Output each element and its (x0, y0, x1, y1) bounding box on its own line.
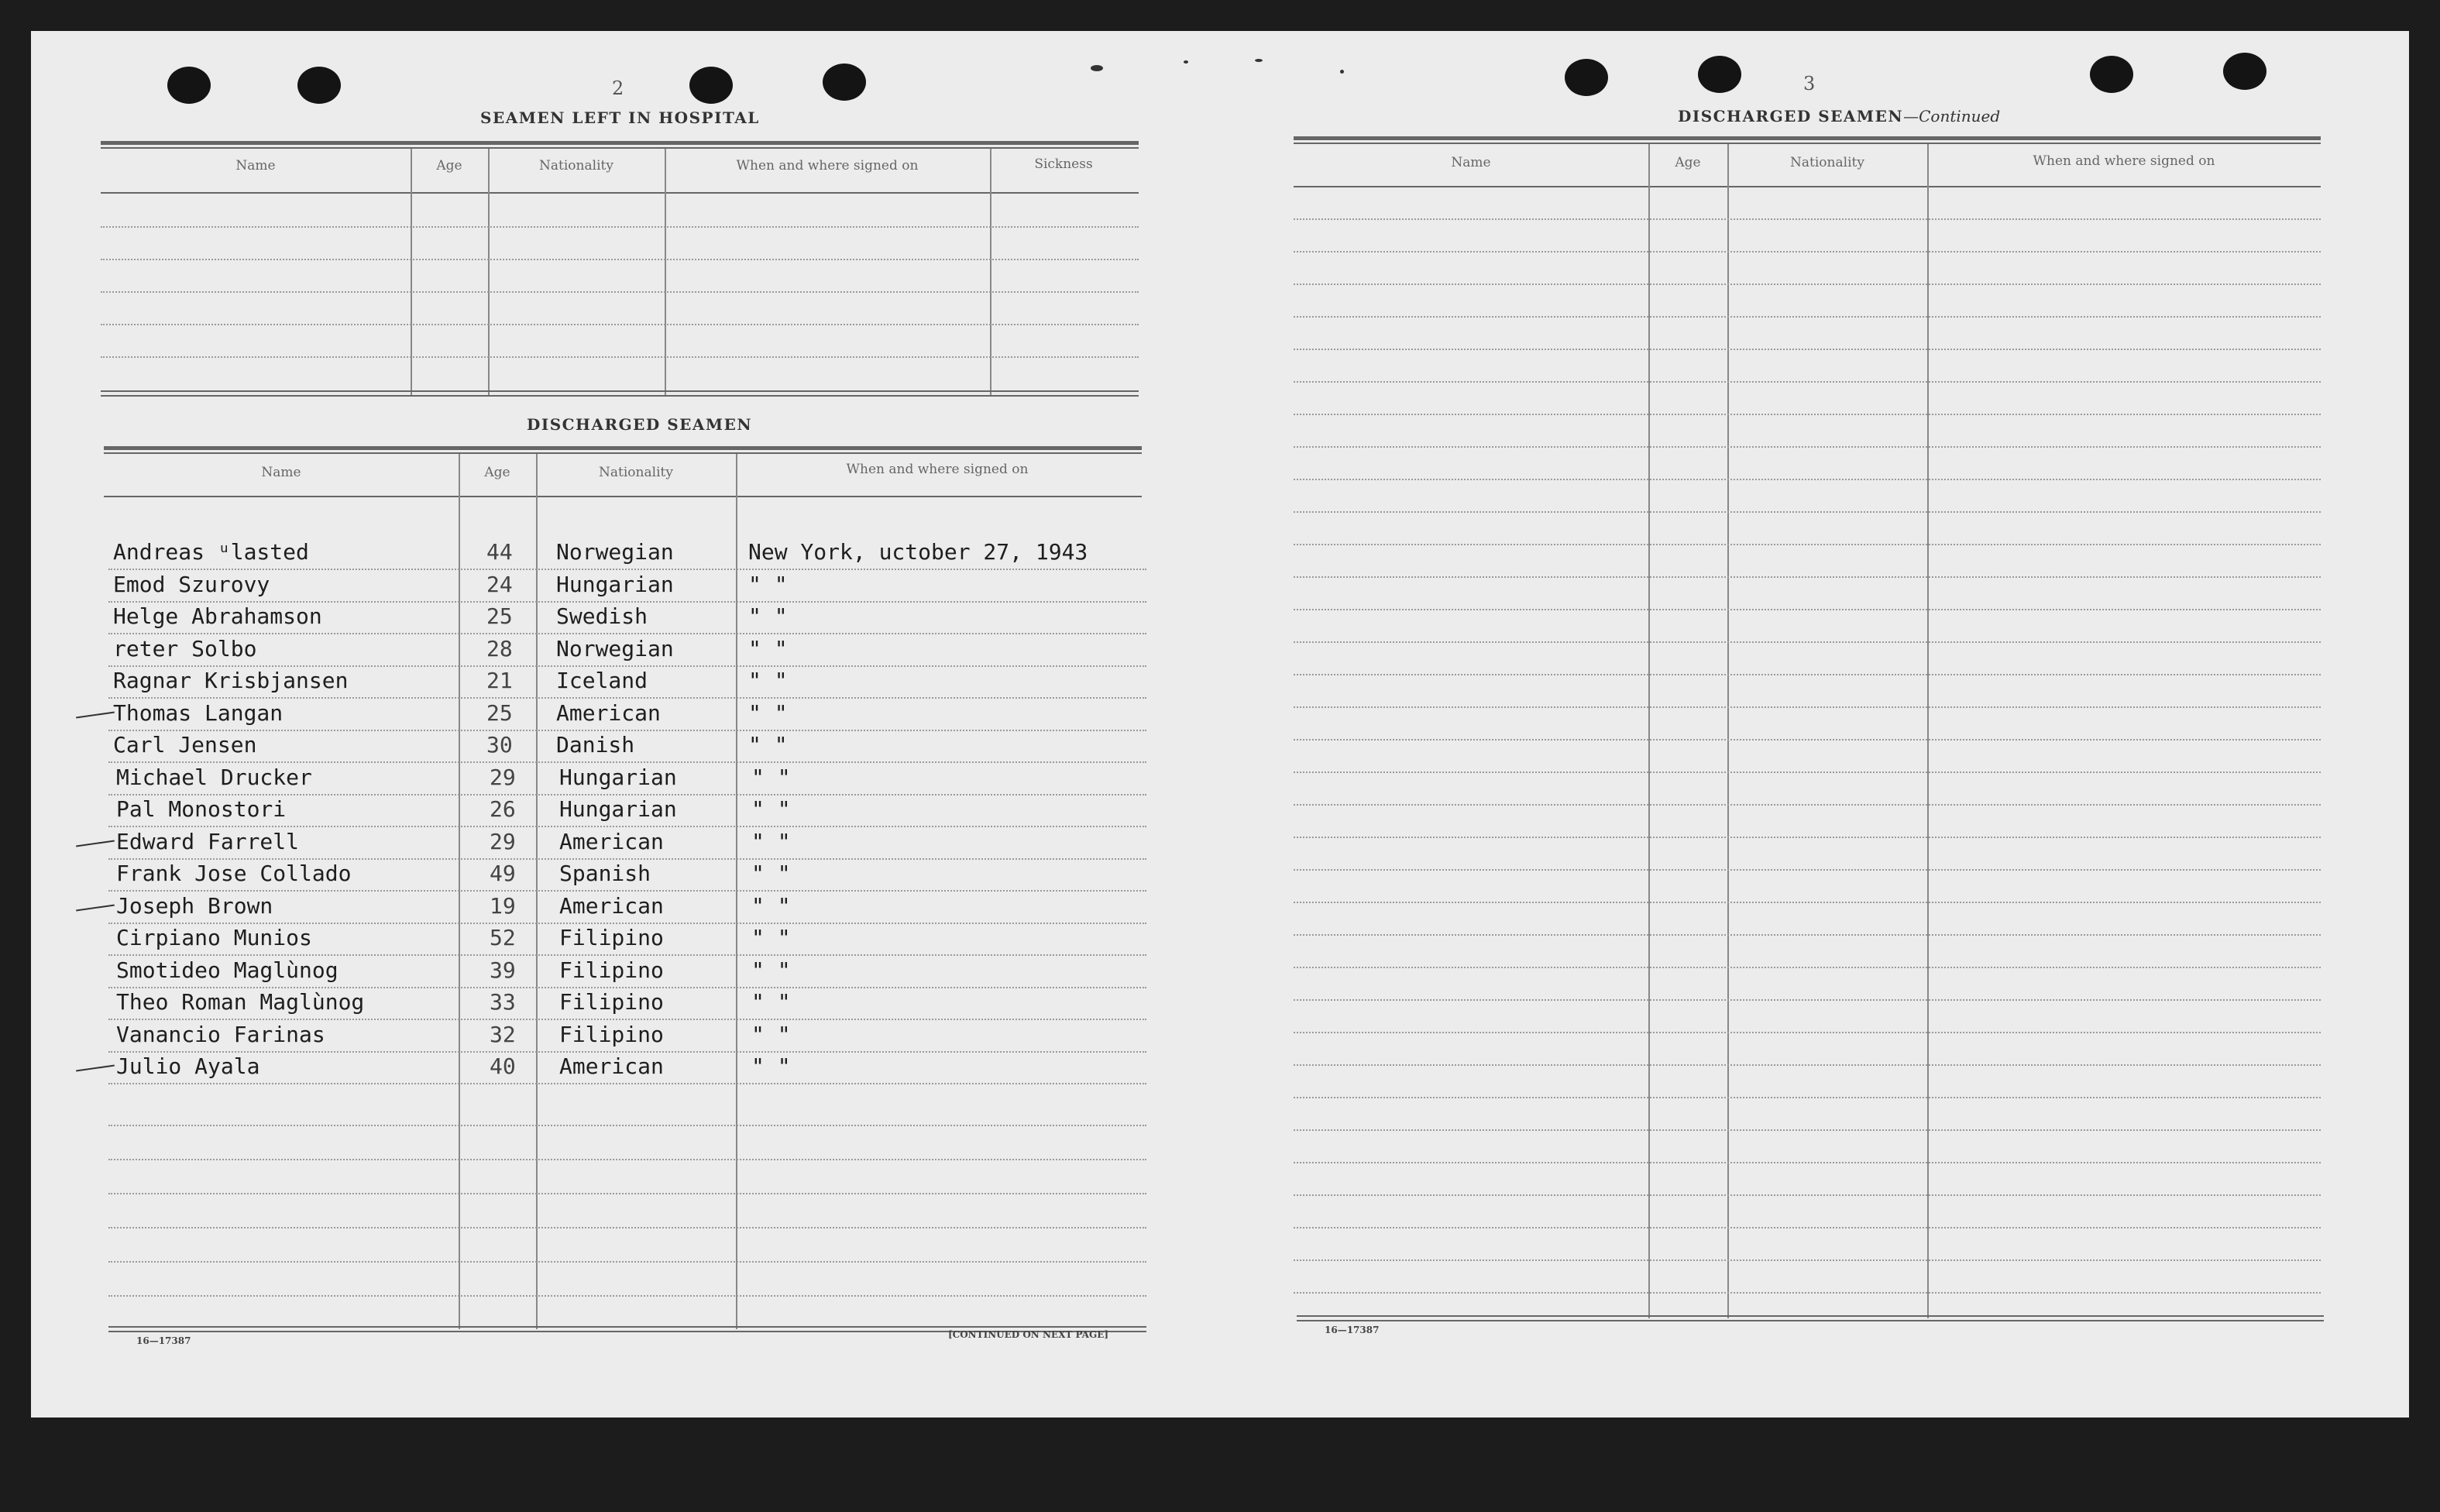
ruled-line (108, 1159, 1146, 1160)
seaman-nationality: American (556, 700, 661, 726)
seaman-name: Vanancio Farinas (116, 1022, 325, 1047)
seaman-nationality: Hungarian (556, 572, 674, 597)
col-header-nationality: Nationality (1790, 155, 1864, 170)
table-bottom-rule (1297, 1320, 2324, 1321)
ruled-line (101, 226, 1139, 228)
ruled-line (108, 569, 1146, 570)
table-top-rule (1294, 143, 2321, 144)
seaman-nationality: Hungarian (559, 765, 677, 790)
col-header-age: Age (436, 158, 462, 174)
seaman-name: Edward Farrell (116, 829, 300, 854)
col-divider (1648, 144, 1650, 1318)
seaman-signed-on: " " (751, 1053, 791, 1079)
ruled-line (108, 601, 1146, 603)
col-header-name: Name (261, 465, 301, 480)
ruled-line (108, 761, 1146, 763)
seaman-signed-on: " " (751, 957, 791, 983)
seaman-age: 44 (486, 539, 513, 565)
ruled-line (108, 1083, 1146, 1084)
seaman-signed-on: " " (751, 989, 791, 1015)
seaman-nationality: Filipino (559, 1022, 664, 1047)
seaman-signed-on: " " (751, 861, 791, 886)
seaman-signed-on: " " (748, 668, 788, 693)
seaman-nationality: Norwegian (556, 636, 674, 662)
ruled-line (1294, 544, 2321, 545)
seaman-nationality: American (559, 1053, 664, 1079)
col-divider (488, 149, 490, 397)
seaman-name: Theo Roman Maglùnog (116, 989, 365, 1015)
table-bottom-rule (101, 390, 1139, 392)
ruled-line (1294, 1129, 2321, 1131)
seaman-age: 26 (490, 796, 516, 822)
seaman-nationality: Filipino (559, 925, 664, 950)
ruled-line (1294, 414, 2321, 415)
seaman-nationality: American (559, 829, 664, 854)
col-header-signed: When and where signed on (846, 462, 1029, 477)
seaman-age: 21 (486, 668, 513, 693)
ruled-line (108, 1193, 1146, 1194)
manifest-sheet (31, 31, 2409, 1418)
ruled-line (1294, 1227, 2321, 1228)
check-mark (76, 1065, 115, 1072)
col-divider (1927, 144, 1929, 1318)
ruled-line (108, 1019, 1146, 1020)
header-rule (1294, 186, 2321, 187)
ruled-line (108, 794, 1146, 796)
ruled-line (1294, 706, 2321, 708)
ruled-line (101, 356, 1139, 358)
ruled-line (1294, 869, 2321, 871)
seaman-nationality: Norwegian (556, 539, 674, 565)
ruled-line (1294, 251, 2321, 253)
ruled-line (108, 858, 1146, 860)
table-row (31, 572, 1146, 603)
ruled-line (1294, 1162, 2321, 1163)
seaman-signed-on: " " (748, 572, 788, 597)
table-row (31, 1053, 1146, 1084)
ruled-line (1294, 349, 2321, 350)
ruled-line (1294, 771, 2321, 773)
seaman-signed-on: " " (751, 893, 791, 919)
seaman-nationality: Danish (556, 732, 635, 758)
table-row (31, 893, 1146, 924)
ruled-line (108, 987, 1146, 988)
seaman-age: 30 (486, 732, 513, 758)
seaman-nationality: Filipino (559, 957, 664, 983)
seaman-name: Carl Jensen (113, 732, 257, 758)
seaman-age: 28 (486, 636, 513, 662)
ruled-line (1294, 609, 2321, 610)
seaman-age: 29 (490, 829, 516, 854)
table-row (31, 603, 1146, 634)
col-header-sickness: Sickness (1034, 156, 1093, 172)
seaman-age: 52 (490, 925, 516, 950)
seaman-signed-on: " " (748, 732, 788, 758)
col-header-nationality: Nationality (599, 465, 673, 480)
seaman-age: 25 (486, 603, 513, 629)
seaman-age: 29 (490, 765, 516, 790)
table-row (31, 700, 1146, 731)
table-row (31, 989, 1146, 1020)
continued-note: [CONTINUED ON NEXT PAGE] (948, 1329, 1109, 1340)
seaman-name: Ragnar Krisbjansen (113, 668, 349, 693)
ruled-line (1294, 1097, 2321, 1098)
col-header-signed: When and where signed on (2033, 153, 2215, 169)
ruled-line (1294, 967, 2321, 968)
table-row (31, 732, 1146, 763)
hospital-heading: SEAMEN LEFT IN HOSPITAL (480, 108, 760, 127)
ruled-line (1294, 1292, 2321, 1294)
table-row (31, 796, 1146, 827)
seaman-signed-on: " " (748, 636, 788, 662)
page-number: 3 (1803, 73, 1816, 94)
ruled-line (108, 697, 1146, 699)
seaman-name: Michael Drucker (116, 765, 312, 790)
table-row (31, 861, 1146, 892)
seaman-nationality: Spanish (559, 861, 651, 886)
ruled-line (108, 1261, 1146, 1263)
table-row (31, 829, 1146, 860)
ruled-line (101, 259, 1139, 260)
ruled-line (1294, 1194, 2321, 1196)
seaman-age: 32 (490, 1022, 516, 1047)
seaman-name: Frank Jose Collado (116, 861, 352, 886)
ruled-line (101, 324, 1139, 325)
seaman-name: Helge Abrahamson (113, 603, 322, 629)
ruled-line (108, 1227, 1146, 1228)
col-divider (1727, 144, 1729, 1318)
table-row (31, 636, 1146, 667)
seaman-age: 19 (490, 893, 516, 919)
table-row (31, 539, 1146, 570)
ruled-line (108, 1295, 1146, 1297)
table-bottom-rule (108, 1326, 1146, 1328)
ruled-line (1294, 511, 2321, 513)
seaman-nationality: American (559, 893, 664, 919)
discharged-continued-heading (1678, 107, 2000, 125)
seaman-age: 24 (486, 572, 513, 597)
table-top-rule (104, 452, 1142, 454)
check-mark (76, 840, 115, 847)
ruled-line (1294, 804, 2321, 806)
ruled-line (1294, 674, 2321, 675)
form-number: 16—17387 (1325, 1325, 1380, 1335)
table-row (31, 925, 1146, 956)
seaman-signed-on: " " (748, 603, 788, 629)
ruled-line (1294, 739, 2321, 741)
ruled-line (1294, 1032, 2321, 1033)
ruled-line (108, 826, 1146, 827)
ruled-line (1294, 381, 2321, 383)
ruled-line (1294, 837, 2321, 838)
seaman-nationality: Swedish (556, 603, 648, 629)
table-bottom-rule (101, 395, 1139, 397)
seaman-signed-on: " " (751, 1022, 791, 1047)
seaman-name: Andreas ᵘlasted (113, 539, 309, 565)
ruled-line (108, 1125, 1146, 1126)
table-top-rule (101, 147, 1139, 149)
discharged-heading: DISCHARGED SEAMEN (527, 415, 753, 434)
col-header-signed: When and where signed on (736, 158, 919, 174)
ruled-line (1294, 576, 2321, 578)
seaman-name: Cirpiano Munios (116, 925, 312, 950)
table-top-rule (101, 141, 1139, 145)
seaman-age: 33 (490, 989, 516, 1015)
ruled-line (108, 923, 1146, 924)
table-top-rule (1294, 136, 2321, 140)
col-header-name: Name (1451, 155, 1491, 170)
ruled-line (1294, 1259, 2321, 1261)
seaman-name: Joseph Brown (116, 893, 273, 919)
seaman-nationality: Hungarian (559, 796, 677, 822)
ruled-line (1294, 934, 2321, 936)
table-row (31, 957, 1146, 988)
header-rule (101, 192, 1139, 194)
seaman-age: 49 (490, 861, 516, 886)
ruled-line (1294, 902, 2321, 903)
seaman-signed-on: " " (748, 700, 788, 726)
page-number: 2 (612, 77, 624, 99)
ruled-line (108, 954, 1146, 956)
table-row (31, 765, 1146, 796)
col-header-age: Age (484, 465, 510, 480)
col-header-age: Age (1675, 155, 1701, 170)
table-row (31, 668, 1146, 699)
ruled-line (1294, 316, 2321, 318)
col-divider (411, 149, 412, 397)
right-page (1239, 31, 2401, 1418)
seaman-age: 39 (490, 957, 516, 983)
col-divider (665, 149, 666, 397)
seaman-name: Smotideo Maglùnog (116, 957, 339, 983)
left-page (31, 31, 1193, 1418)
seaman-signed-on: " " (751, 765, 791, 790)
ruled-line (1294, 999, 2321, 1001)
seaman-signed-on: New York, uctober 27, 1943 (748, 539, 1088, 565)
seaman-signed-on: " " (751, 796, 791, 822)
ruled-line (1294, 218, 2321, 220)
ruled-line (108, 1051, 1146, 1053)
ruled-line (108, 633, 1146, 634)
heading-continued: —Continued (1903, 107, 2001, 125)
col-header-nationality: Nationality (539, 158, 613, 174)
seaman-age: 40 (490, 1053, 516, 1079)
seaman-nationality: Iceland (556, 668, 648, 693)
seaman-age: 25 (486, 700, 513, 726)
table-row (31, 1022, 1146, 1053)
ruled-line (1294, 641, 2321, 643)
table-bottom-rule (1297, 1315, 2324, 1317)
form-number: 16—17387 (136, 1335, 191, 1346)
header-rule (104, 496, 1142, 497)
seaman-name: Thomas Langan (113, 700, 284, 726)
col-header-name: Name (235, 158, 276, 174)
seaman-nationality: Filipino (559, 989, 664, 1015)
seaman-signed-on: " " (751, 925, 791, 950)
ruled-line (1294, 479, 2321, 480)
seaman-name: Emod Szurovy (113, 572, 270, 597)
ruled-line (1294, 284, 2321, 285)
ruled-line (1294, 1064, 2321, 1066)
seaman-signed-on: " " (751, 829, 791, 854)
table-top-rule (104, 446, 1142, 450)
ruled-line (101, 291, 1139, 293)
ruled-line (108, 665, 1146, 667)
ruled-line (108, 890, 1146, 892)
col-divider (990, 149, 991, 397)
seaman-name: reter Solbo (113, 636, 257, 662)
ruled-line (1294, 446, 2321, 448)
check-mark (76, 905, 115, 912)
seaman-name: Julio Ayala (116, 1053, 260, 1079)
heading-text: DISCHARGED SEAMEN (1678, 107, 1904, 125)
seaman-name: Pal Monostori (116, 796, 287, 822)
ruled-line (108, 730, 1146, 731)
check-mark (76, 712, 115, 719)
